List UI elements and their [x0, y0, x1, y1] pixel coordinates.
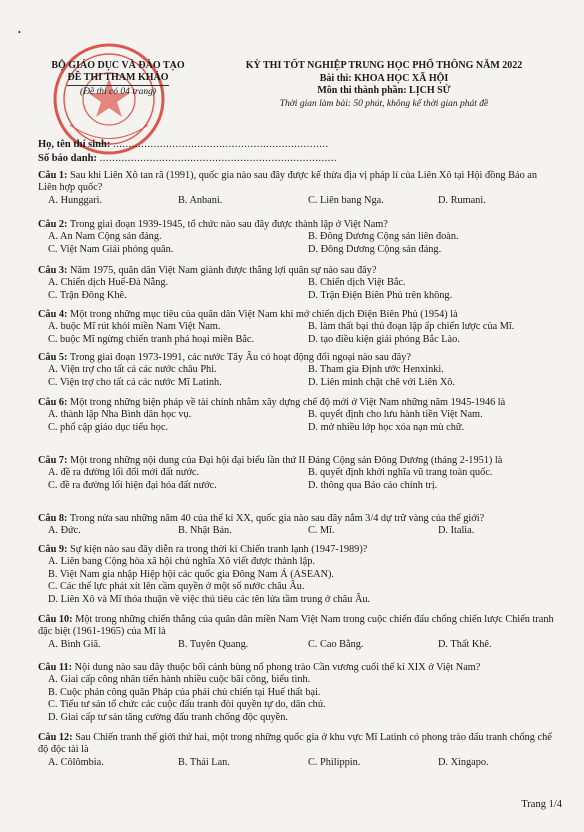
option-d: D. Italia. — [438, 525, 475, 537]
option-c: C. phổ cập giáo dục tiểu học. — [48, 421, 169, 433]
option-d: D. Đông Dương Cộng sản đảng. — [308, 243, 442, 255]
option-a: A. buộc Mĩ rút khỏi miền Nam Việt Nam. — [48, 321, 221, 333]
option-c: C. Mĩ. — [308, 525, 335, 537]
question-text: Trong giai đoạn 1939-1945, tổ chức nào sau đây được thành lập ở Việt Nam? — [69, 219, 388, 230]
option-b: B. Thái Lan. — [178, 756, 230, 768]
question-number: Câu 10: — [38, 614, 73, 625]
scan-mark: • — [18, 28, 21, 37]
option-b: B. Việt Nam gia nhập Hiệp hội các quốc gia Đông Nam Á (ASEAN). — [48, 568, 335, 580]
question-11 — [38, 662, 558, 724]
option-a: A. Liên bang Cộng hòa xã hội chủ nghĩa Xô viết được thành lập. — [48, 556, 315, 568]
option-b: B. Anbani. — [178, 194, 223, 206]
id-label: Số báo danh: — [38, 153, 97, 164]
option-a: A. đề ra đường lối đổi mới đất nước. — [48, 467, 200, 479]
option-a: A. Hunggari. — [48, 194, 103, 206]
question-7 — [38, 455, 558, 492]
name-field: ..................................................................... — [112, 139, 329, 150]
option-a: A. Côlômbia. — [48, 756, 104, 768]
option-b: B. quyết định khởi nghĩa vũ trang toàn quốc. — [308, 467, 493, 479]
exam-section: Bài thi: KHOA HỌC XÃ HỘI — [319, 72, 449, 84]
question-10 — [38, 614, 558, 651]
option-c: C. Các thế lực phát xít lên cầm quyền ở một số nước châu Âu. — [48, 581, 305, 593]
header-left — [30, 60, 206, 98]
option-d: D. Liên minh chặt chẽ với Liên Xô. — [308, 376, 455, 388]
option-d: D. Trận Điện Biên Phủ trên không. — [308, 289, 453, 301]
name-label: Họ, tên thí sinh: — [38, 139, 111, 150]
exam-title: KỲ THI TỐT NGHIỆP TRUNG HỌC PHỔ THÔNG NĂM 2022 — [245, 60, 523, 71]
question-number: Câu 3: — [38, 265, 68, 276]
exam-time: Thời gian làm bài: 50 phút, không kể thời gian phát đề — [279, 98, 489, 109]
question-number: Câu 4: — [38, 309, 68, 320]
question-number: Câu 11: — [38, 662, 73, 673]
question-number: Câu 8: — [38, 513, 68, 524]
question-3 — [38, 265, 558, 302]
option-c: C. đề ra đường lối hiện đại hóa đất nước. — [48, 479, 217, 491]
question-text: Nội dung nào sau đây thuộc bối cảnh bùng nổ phong trào Cần vương cuối thế kỉ XIX ở Việt Nam? — [74, 662, 481, 673]
question-text: Một trong những mục tiêu của quân dân Việt Nam khi mở chiến dịch Điện Biên Phủ (1954) là — [70, 309, 458, 320]
option-b: B. Đông Dương Cộng sản liên đoàn. — [308, 231, 459, 243]
question-number: Câu 12: — [38, 732, 73, 743]
option-d: D. Thất Khê. — [438, 638, 492, 650]
page-number: Trang 1/4 — [521, 799, 562, 810]
option-b: B. Nhật Bản. — [178, 525, 232, 537]
option-c: C. Việt Nam Giải phóng quân. — [48, 243, 174, 255]
question-number: Câu 7: — [38, 455, 68, 466]
ministry-name: BỘ GIÁO DỤC VÀ ĐÀO TẠO — [51, 60, 185, 71]
option-b: B. làm thất bại thủ đoạn lập ấp chiến lược của Mĩ. — [308, 321, 515, 333]
question-12 — [38, 732, 558, 769]
question-text: Một trong những biện pháp về tài chính nhằm xây dựng chế độ mới ở Việt Nam những năm 1945-1946 là — [70, 397, 506, 408]
option-c: C. Philippin. — [308, 756, 361, 768]
question-text: Sau Chiến tranh thế giới thứ hai, một trong những quốc gia ở khu vực Mĩ Latinh có phong trào đấu tranh chống chế độ độc tài là — [38, 732, 552, 756]
option-c: C. buộc Mĩ ngừng chiến tranh phá hoại miền Bắc. — [48, 333, 255, 345]
question-text: Năm 1975, quân dân Việt Nam giành được thắng lợi quân sự nào sau đây? — [70, 265, 377, 276]
question-6 — [38, 397, 558, 434]
option-c: C. Tiểu tư sản tổ chức các cuộc đấu tranh đòi quyền tự do, dân chủ. — [48, 699, 326, 711]
question-text: Một trong những chiến thắng của quân dân miền Nam Việt Nam trong cuộc chiến đấu chống chiến lược Chiến tranh đặc biệt (1961-1965) của Mĩ là — [38, 614, 554, 638]
option-c: C. Viện trợ cho tất cả các nước Mĩ Latinh. — [48, 376, 222, 388]
subject: Môn thi thành phần: LỊCH SỬ — [317, 85, 451, 96]
option-c: C. Liên bang Nga. — [308, 194, 384, 206]
question-5 — [38, 352, 558, 389]
option-d: D. Xingapo. — [438, 756, 489, 768]
option-a: A. thành lập Nha Bình dân học vụ. — [48, 409, 192, 421]
question-8 — [38, 513, 558, 538]
question-number: Câu 9: — [38, 544, 68, 555]
option-a: A. Chiến dịch Huế-Đà Nẵng. — [48, 277, 169, 289]
question-number: Câu 5: — [38, 352, 68, 363]
option-b: B. quyết định cho lưu hành tiền Việt Nam. — [308, 409, 483, 421]
option-d: D. thông qua Báo cáo chính trị. — [308, 479, 438, 491]
question-text: Trong nửa sau những năm 40 của thế kỉ XX, quốc gia nào sau đây nắm 3/4 dự trữ vàng của thế giới? — [69, 513, 485, 524]
option-c: C. Cao Bằng. — [308, 638, 364, 650]
option-b: B. Tuyên Quang. — [178, 638, 249, 650]
question-9 — [38, 544, 558, 606]
question-text: Sau khi Liên Xô tan rã (1991), quốc gia nào sau đây được kế thừa địa vị pháp lí của Liên Xô tại Hội đồng Bảo an Liên hợp quốc? — [38, 170, 538, 194]
header-right — [206, 60, 562, 110]
question-1 — [38, 170, 558, 207]
option-a: A. Bình Giã. — [48, 638, 101, 650]
option-b: B. Cuộc phản công quân Pháp của phái chủ chiến tại Huế thất bại. — [48, 686, 321, 698]
option-d: D. Rumani. — [438, 194, 486, 206]
option-d: D. Giai cấp tư sản tăng cường đấu tranh chống độc quyền. — [48, 711, 288, 723]
id-field: ............................................................................ — [99, 153, 338, 164]
option-c: C. Trận Đông Khê. — [48, 289, 127, 301]
option-a: A. Đức. — [48, 525, 81, 537]
option-a: A. Giai cấp công nhân tiến hành nhiều cuộc bãi công, biểu tình. — [48, 674, 311, 686]
page-count-note: (Đề thi có 04 trang) — [80, 87, 156, 97]
option-d: D. Liên Xô và Mĩ thỏa thuận về việc thủ tiêu các tên lửa tầm trung ở châu Âu. — [48, 593, 371, 605]
option-d: D. tạo điều kiện giải phóng Bắc Lào. — [308, 333, 460, 345]
question-number: Câu 1: — [38, 170, 68, 181]
option-a: A. An Nam Cộng sản đảng. — [48, 231, 162, 243]
option-b: B. Chiến dịch Việt Bắc. — [308, 277, 406, 289]
question-number: Câu 6: — [38, 397, 68, 408]
question-2 — [38, 219, 558, 256]
question-text: Một trong những nội dung của Đại hội đại biểu lần thứ II Đảng Cộng sản Đông Dương (tháng 2-1951) là — [70, 455, 503, 466]
candidate-fields — [38, 138, 337, 166]
option-d: D. mở nhiều lớp học xóa nạn mù chữ. — [308, 421, 465, 433]
option-b: B. Tham gia Định ước Henxinki. — [308, 364, 444, 376]
question-number: Câu 2: — [38, 219, 68, 230]
question-4 — [38, 309, 558, 346]
option-a: A. Viện trợ cho tất cả các nước châu Phi. — [48, 364, 217, 376]
question-text: Trong giai đoạn 1973-1991, các nước Tây Âu có hoạt động đối ngoại nào sau đây? — [69, 352, 411, 363]
question-text: Sự kiện nào sau đây diễn ra trong thời kì Chiến tranh lạnh (1947-1989)? — [70, 544, 368, 555]
exam-type: ĐỀ THI THAM KHẢO — [67, 72, 168, 86]
